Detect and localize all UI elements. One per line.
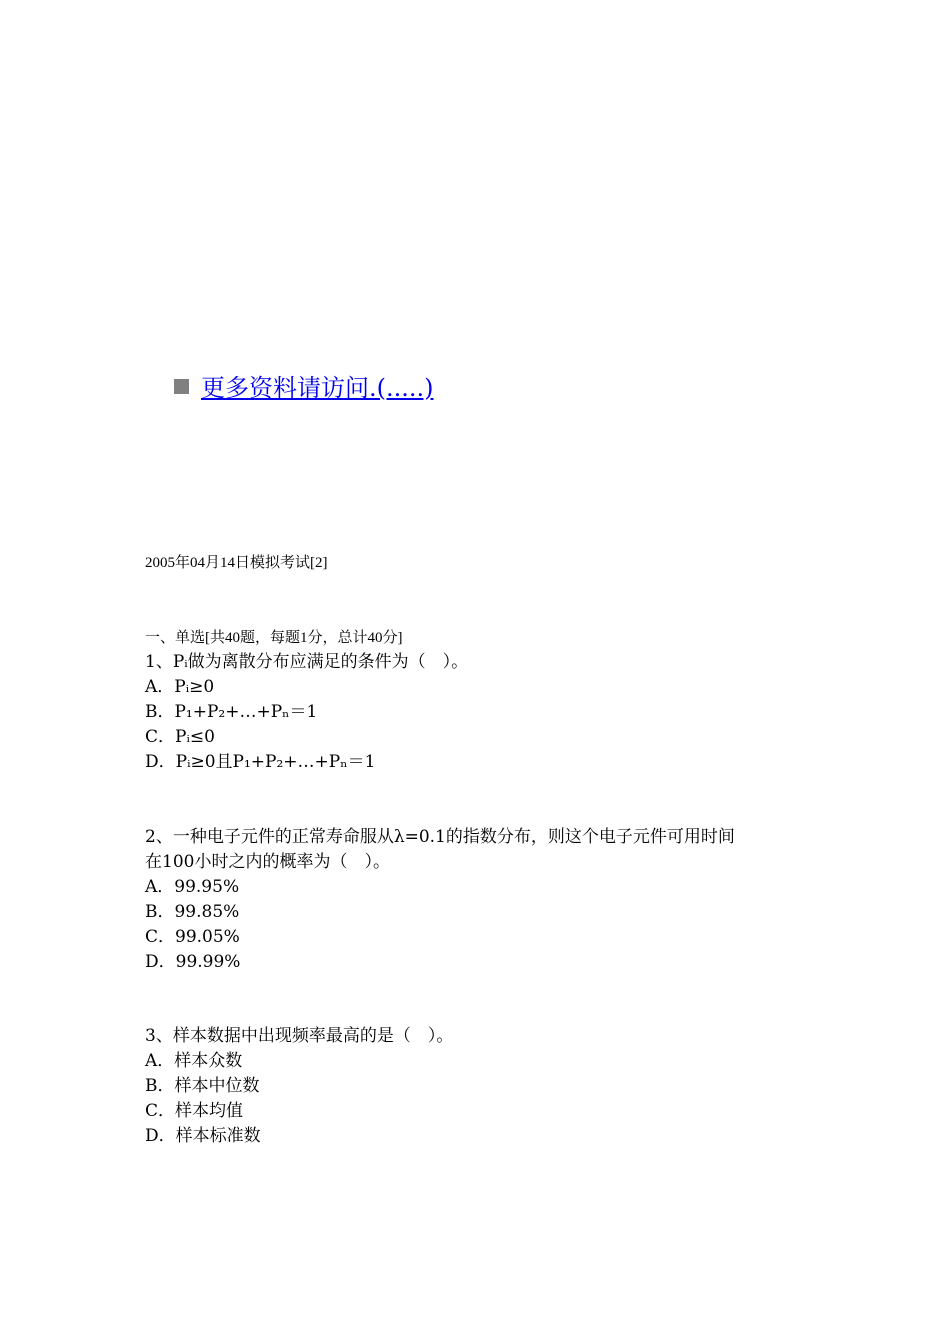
question-stem: 1、Pᵢ做为离散分布应满足的条件为（ ）。 — [145, 652, 469, 672]
option-b: B．样本中位数 — [145, 1076, 260, 1096]
option-a: A．样本众数 — [145, 1051, 243, 1071]
option-a: A．Pᵢ≥0 — [145, 677, 215, 697]
question-stem-line-1: 2、一种电子元件的正常寿命服从λ=0.1的指数分布，则这个电子元件可用时间 — [145, 827, 735, 847]
square-bullet-icon — [174, 379, 189, 394]
option-c: C．样本均值 — [145, 1101, 244, 1121]
option-c: C．Pᵢ≤0 — [145, 727, 215, 747]
question-stem-line-2: 在100小时之内的概率为（ ）。 — [145, 852, 390, 872]
option-c: C．99.05% — [145, 927, 240, 947]
more-resources-link-block — [174, 372, 434, 404]
option-d: D．Pᵢ≥0且P₁+P₂+…+Pₙ＝1 — [145, 752, 376, 772]
option-b: B．P₁+P₂+…+Pₙ＝1 — [145, 702, 318, 722]
question-stem: 3、样本数据中出现频率最高的是（ ）。 — [145, 1026, 454, 1046]
question-1 — [145, 650, 825, 775]
more-resources-link[interactable]: 更多资料请访问.(.....) — [201, 374, 434, 402]
option-b: B．99.85% — [145, 902, 240, 922]
exam-title: 2005年04月14日模拟考试[2] — [145, 555, 328, 571]
question-3 — [145, 1024, 825, 1149]
question-2 — [145, 825, 825, 975]
option-d: D．样本标准数 — [145, 1126, 261, 1146]
option-d: D．99.99% — [145, 952, 241, 972]
section-header: 一、单选[共40题，每题1分，总计40分] — [145, 630, 403, 646]
option-a: A．99.95% — [145, 877, 240, 897]
